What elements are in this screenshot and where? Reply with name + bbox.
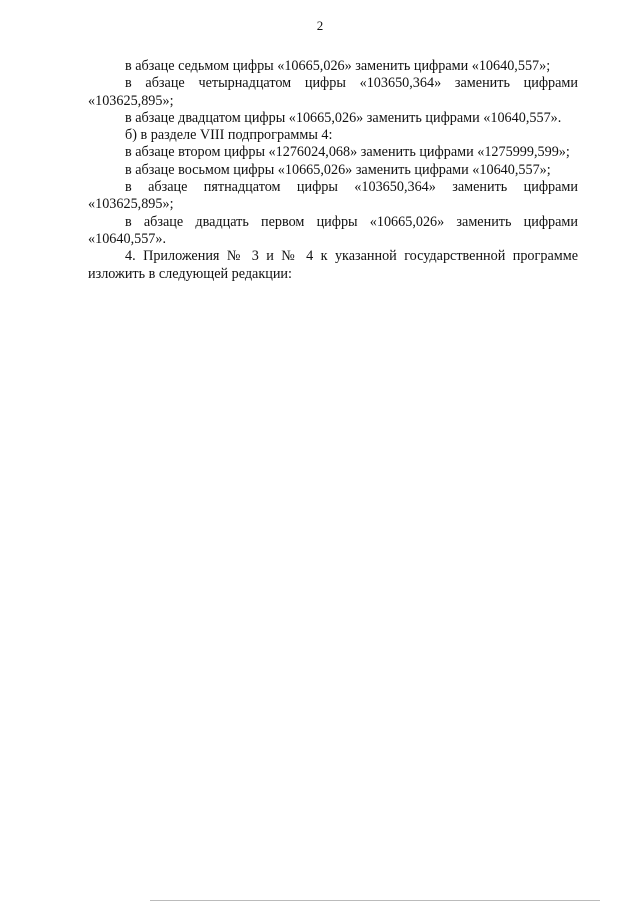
- paragraph-3: в абзаце двадцатом цифры «10665,026» заменить цифрами «10640,557».: [125, 109, 562, 126]
- paragraph-4: б) в разделе VIII подпрограммы 4:: [125, 127, 333, 144]
- paragraph-9: 4. Приложения № 3 и № 4 к указанной государственной программе изложить в следующей редакции:: [88, 248, 578, 282]
- paragraph-2: в абзаце четырнадцатом цифры «103650,364» заменить цифрами «103625,895»;: [88, 75, 578, 109]
- paragraph-6: в абзаце восьмом цифры «10665,026» заменить цифрами «10640,557»;: [125, 161, 551, 178]
- paragraph-8: в абзаце двадцать первом цифры «10665,026» заменить цифрами «10640,557».: [88, 213, 578, 247]
- paragraph-5: в абзаце втором цифры «1276024,068» заменить цифрами «1275999,599»;: [125, 144, 570, 161]
- document-body: [88, 58, 578, 283]
- paragraph-7: в абзаце пятнадцатом цифры «103650,364» заменить цифрами «103625,895»;: [88, 179, 578, 213]
- paragraph-1: в абзаце седьмом цифры «10665,026» заменить цифрами «10640,557»;: [125, 58, 551, 74]
- page-number: 2: [316, 18, 324, 33]
- bottom-divider: [150, 900, 600, 901]
